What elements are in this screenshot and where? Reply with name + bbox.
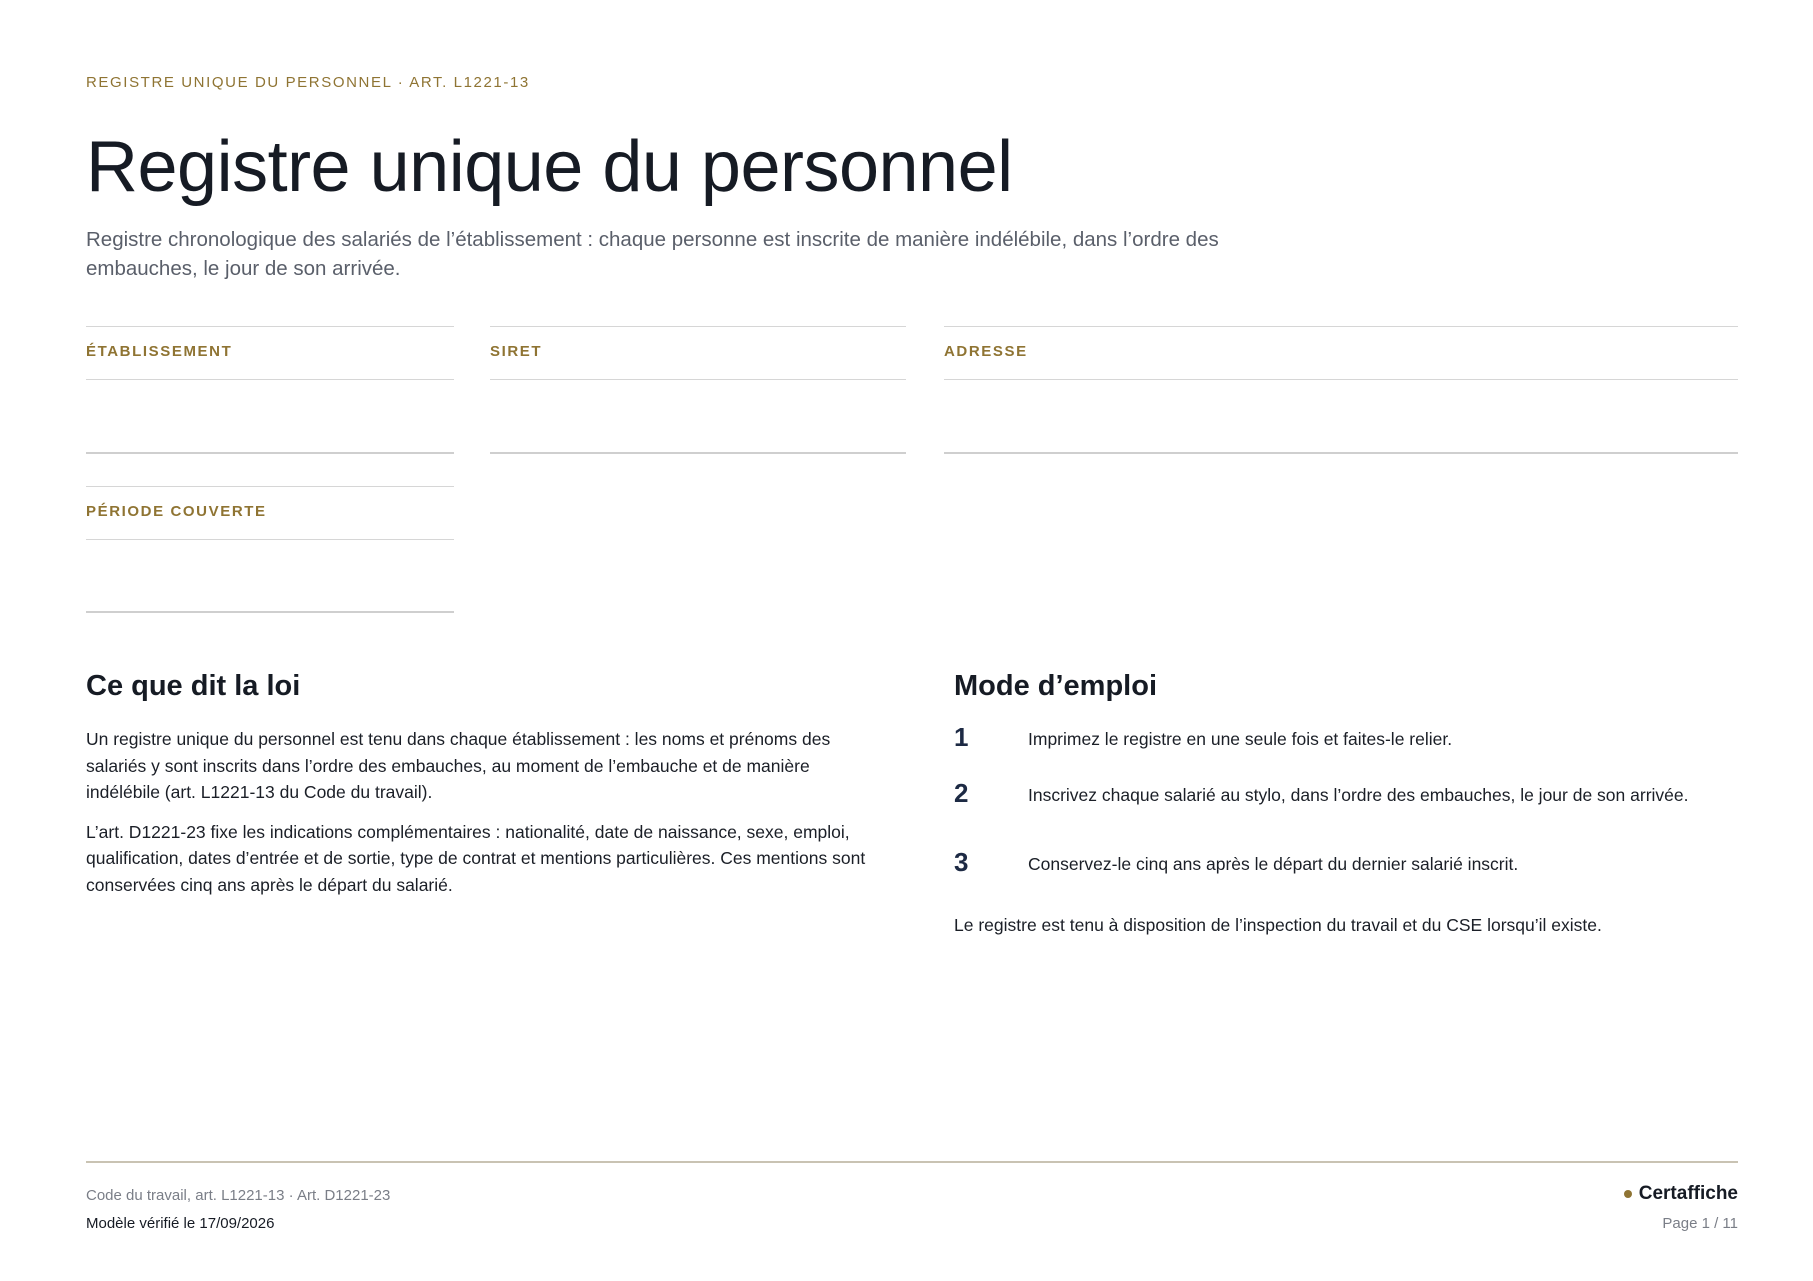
field-adresse xyxy=(944,326,1738,454)
step-number: 3 xyxy=(954,847,969,877)
brand-logo xyxy=(1624,1183,1738,1205)
adresse-input[interactable] xyxy=(944,380,1738,452)
field-label-periode: PÉRIODE COUVERTE xyxy=(86,503,267,520)
step-number: 2 xyxy=(954,778,969,808)
brand-dot-icon xyxy=(1624,1190,1632,1198)
law-section-title: Ce que dit la loi xyxy=(86,670,301,702)
usage-step xyxy=(954,722,1738,766)
step-number: 1 xyxy=(954,722,969,752)
page-number: Page 1 / 11 xyxy=(1662,1215,1738,1232)
usage-steps-list xyxy=(954,722,1738,907)
field-etablissement xyxy=(86,326,454,454)
field-label-siret: SIRET xyxy=(490,343,543,360)
footer-verified-date: Modèle vérifié le 17/09/2026 xyxy=(86,1215,275,1232)
document-page xyxy=(86,0,1738,1281)
usage-step xyxy=(954,847,1738,891)
field-bottom-rule xyxy=(490,452,906,454)
field-bottom-rule xyxy=(86,452,454,454)
step-text: Imprimez le registre en une seule fois et faites-le relier. xyxy=(1028,729,1453,749)
field-bottom-rule xyxy=(944,452,1738,454)
usage-section-title: Mode d’emploi xyxy=(954,670,1157,702)
field-label-adresse: ADRESSE xyxy=(944,343,1028,360)
footer-divider xyxy=(86,1161,1738,1163)
field-siret xyxy=(490,326,906,454)
field-label-etablissement: ÉTABLISSEMENT xyxy=(86,343,233,360)
brand-name: Certaffiche xyxy=(1638,1183,1738,1204)
siret-input[interactable] xyxy=(490,380,906,452)
etablissement-input[interactable] xyxy=(86,380,454,452)
law-section-body xyxy=(86,726,876,911)
eyebrow-label: REGISTRE UNIQUE DU PERSONNEL · ART. L1221-13 xyxy=(86,74,530,91)
footer-reference: Code du travail, art. L1221-13 · Art. D1221-23 xyxy=(86,1187,391,1204)
field-bottom-rule xyxy=(86,611,454,613)
usage-note: Le registre est tenu à disposition de l’inspection du travail et du CSE lorsqu’il existe. xyxy=(954,915,1602,935)
law-paragraph: Un registre unique du personnel est tenu dans chaque établissement : les noms et prénoms des salariés y sont inscrits dans l’ordre des embauches, au moment de l’embauche et de manière indélébile (art. L1221-13 du Code du travail). xyxy=(86,729,831,802)
field-periode xyxy=(86,486,454,613)
step-text: Conservez-le cinq ans après le départ du dernier salarié inscrit. xyxy=(1028,854,1519,874)
law-paragraph: L’art. D1221-23 fixe les indications complémentaires : nationalité, date de naissance, sexe, emploi, qualification, dates d’entrée et de sortie, type de contrat et mentions particulières. Ces mentions sont conservées cinq ans après le départ du salarié. xyxy=(86,821,866,895)
periode-input[interactable] xyxy=(86,540,454,611)
page-subtitle: Registre chronologique des salariés de l’établissement : chaque personne est inscrite de manière indélébile, dans l’ordre des embauches, le jour de son arrivée. xyxy=(86,228,1219,280)
usage-step xyxy=(954,778,1738,835)
page-title: Registre unique du personnel xyxy=(86,127,1013,207)
step-text: Inscrivez chaque salarié au stylo, dans l’ordre des embauches, le jour de son arrivée. xyxy=(1028,785,1689,805)
